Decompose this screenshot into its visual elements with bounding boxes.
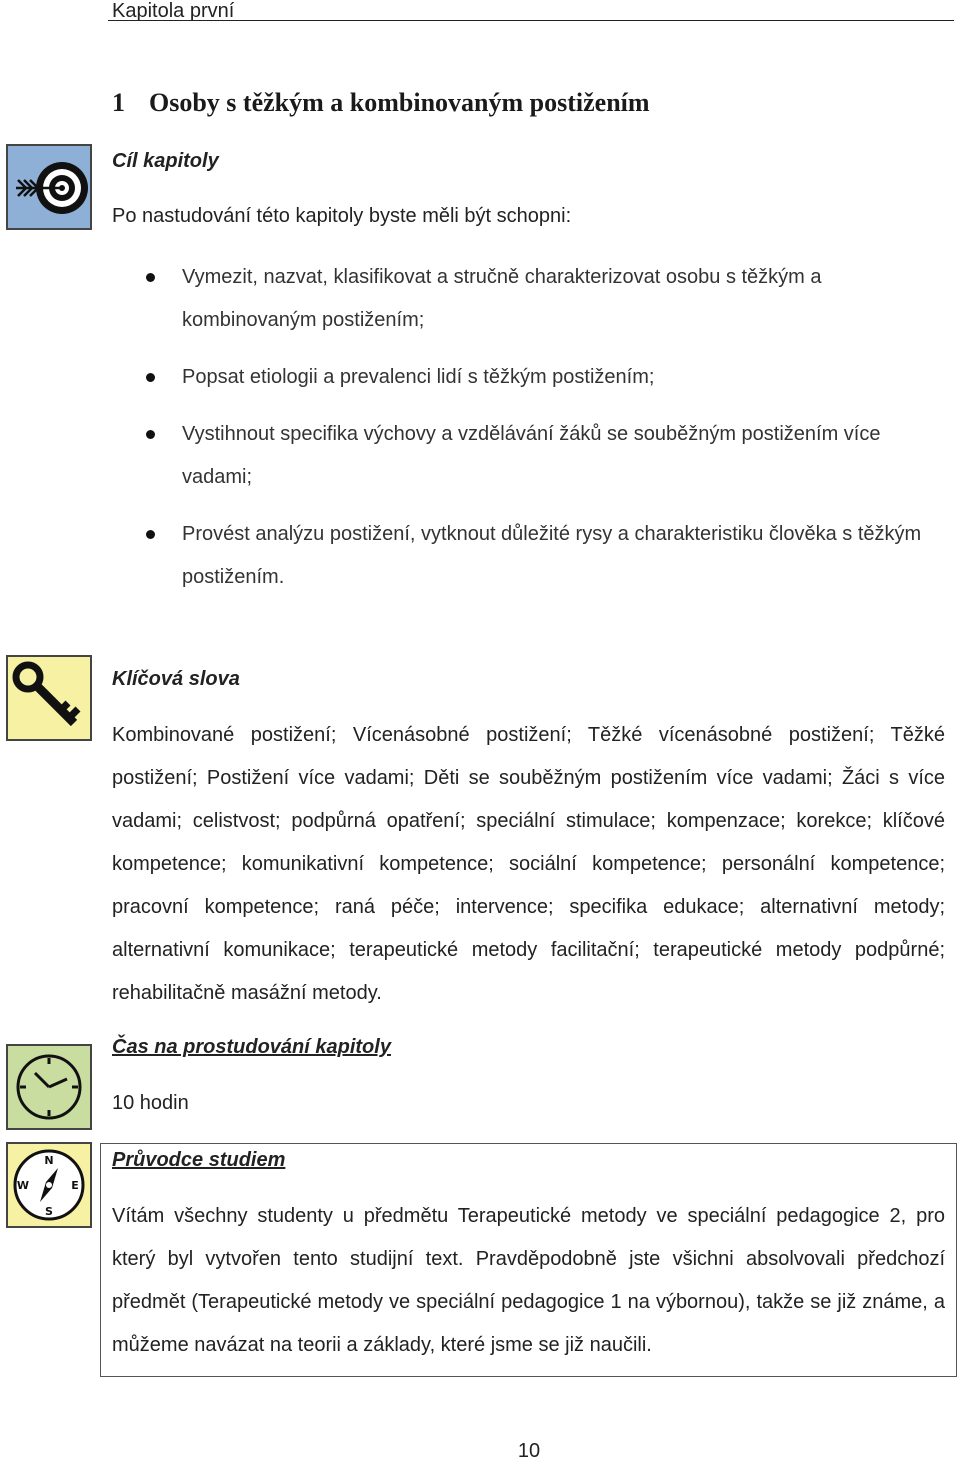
compass-letter-n: N <box>44 1154 54 1167</box>
list-item-text: Provést analýzu postižení, vytknout důležité rysy a charakteristiku člověka s těžkým postižením. <box>182 523 922 588</box>
guide-text: Vítám všechny studenty u předmětu Terapeutické metody ve speciální pedagogice 2, pro který byl vytvořen tento studijní text. Pravděpodobně jste všichni absolvovali předchozí předmět (Terapeutické metody ve speciální pedagogice 1 na výbornou), takže se již známe, a můžeme navázat na teorii a základy, které jsme se již naučili. <box>112 1205 945 1356</box>
goal-intro: Po nastudování této kapitoly byste měli být schopni: <box>112 205 572 227</box>
bullet-icon <box>146 273 155 282</box>
list-item <box>140 356 930 399</box>
list-item-text: Vymezit, nazvat, klasifikovat a stručně charakterizovat osobu s těžkým a kombinovaným postižením; <box>182 266 822 331</box>
page-number: 10 <box>517 1440 541 1462</box>
keywords-text: Kombinované postižení; Vícenásobné postižení; Těžké vícenásobné postižení; Těžké postižení; Postižení více vadami; Děti se souběžným postižením více vadami; Žáci s více vadami; celistvost; podpůrná opatření; speciální stimulace; kompenzace; korekce; klíčové kompetence; komunikativní kompetence; sociální kompetence; personální kompetence; pracovní kompetence; raná péče; intervence; specifika edukace; alternativní metody; alternativní komunikace; terapeutické metody facilitační; terapeutické metody podpůrné; rehabilitačně masážní metody. <box>112 724 945 1004</box>
list-item <box>140 256 930 342</box>
bullet-icon <box>146 430 155 439</box>
list-item-text: Vystihnout specifika výchovy a vzdělávání žáků se souběžným postižením více vadami; <box>182 423 881 488</box>
list-item-text: Popsat etiologii a prevalenci lidí s těžkým postižením; <box>182 366 655 388</box>
clock-icon <box>6 1044 92 1130</box>
list-item <box>140 413 930 499</box>
header-rule <box>108 20 954 21</box>
running-header: Kapitola první <box>112 0 235 22</box>
bullet-icon <box>146 530 155 539</box>
study-time-heading: Čas na prostudování kapitoly <box>112 1036 391 1058</box>
keywords-heading: Klíčová slova <box>112 668 240 690</box>
compass-letter-e: E <box>71 1179 79 1192</box>
key-icon <box>6 655 92 741</box>
target-icon <box>6 144 92 230</box>
chapter-number: 1 <box>112 88 125 117</box>
list-item <box>140 513 930 599</box>
key-icon-graphic <box>8 657 90 739</box>
clock-icon-graphic <box>8 1046 90 1128</box>
study-time-value: 10 hodin <box>112 1092 189 1114</box>
chapter-title <box>112 88 650 118</box>
compass-letter-s: S <box>45 1205 53 1218</box>
chapter-title-text: Osoby s těžkým a kombinovaným postižením <box>149 88 650 117</box>
compass-icon <box>6 1142 92 1228</box>
compass-icon-graphic <box>8 1144 90 1226</box>
guide-heading: Průvodce studiem <box>112 1149 286 1171</box>
bullet-icon <box>146 373 155 382</box>
goal-heading: Cíl kapitoly <box>112 150 219 172</box>
goal-list <box>140 256 930 613</box>
target-icon-graphic <box>8 146 90 228</box>
compass-letter-w: W <box>16 1179 30 1192</box>
